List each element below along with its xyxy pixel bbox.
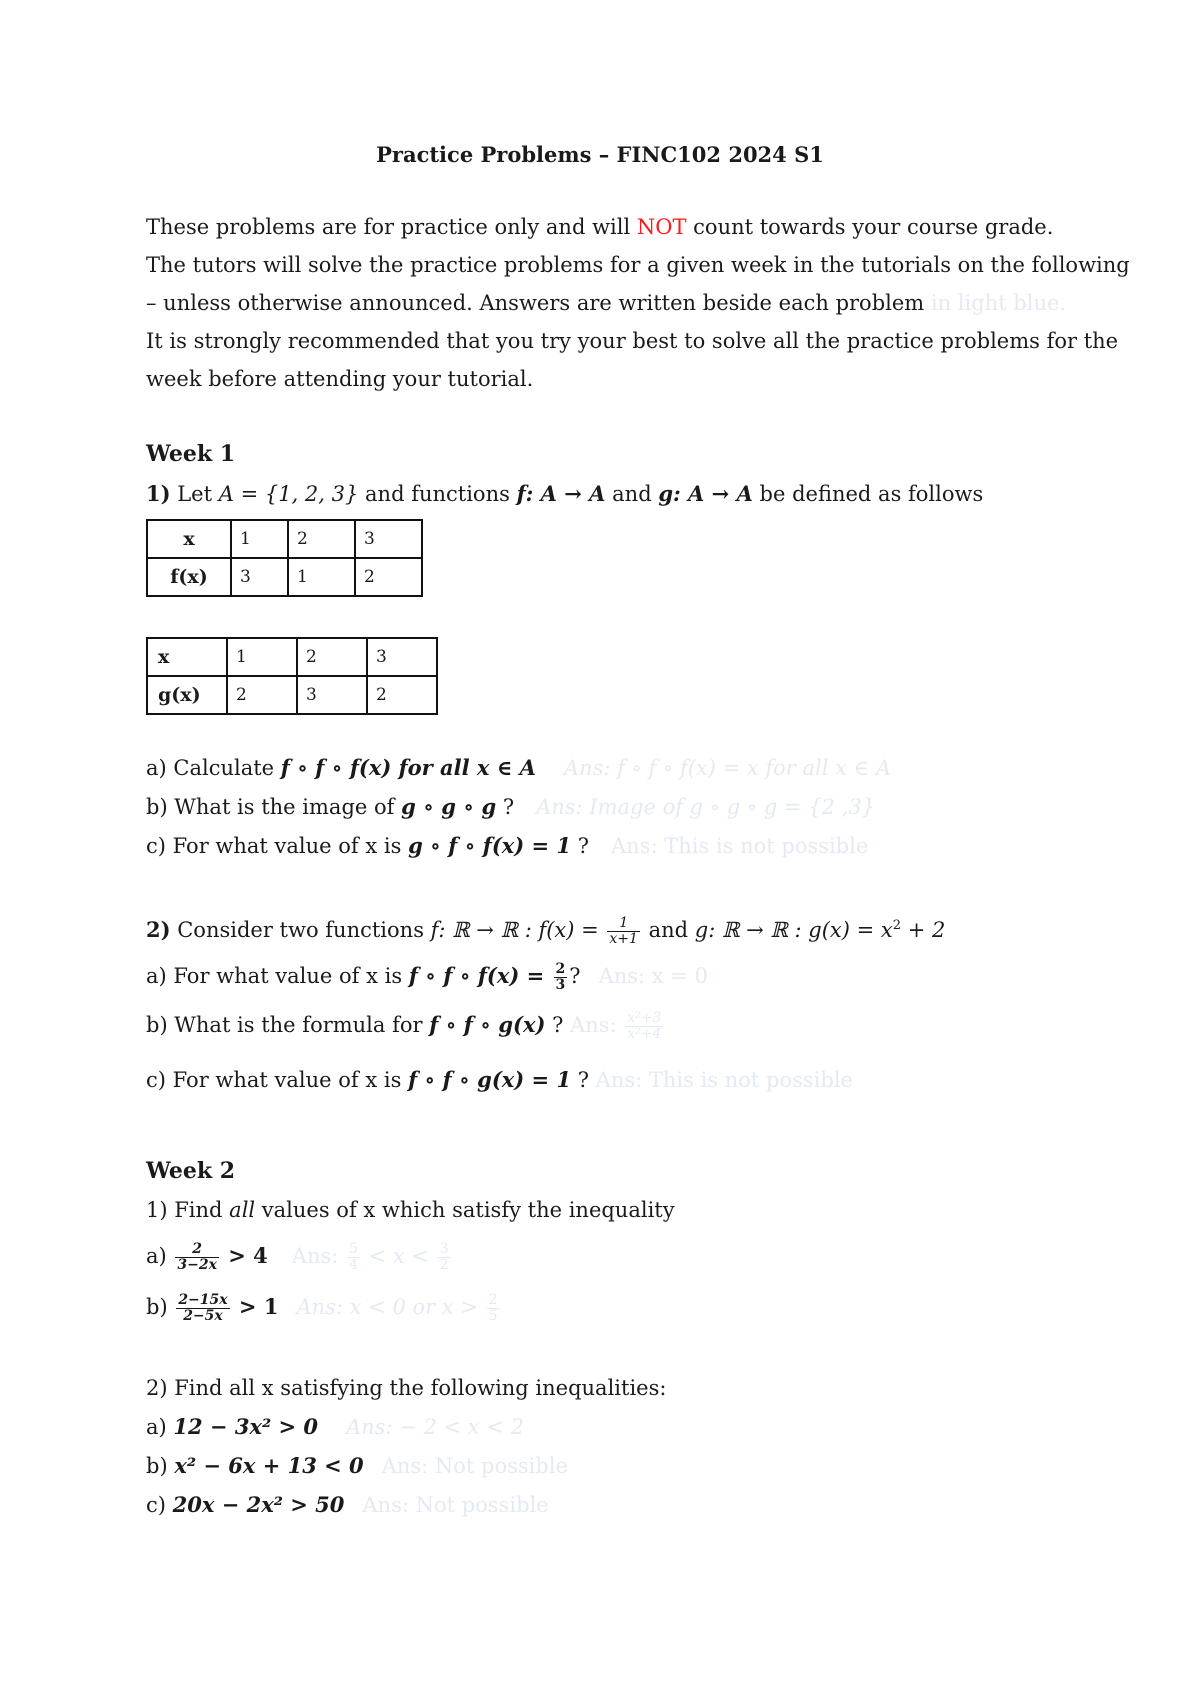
denominator: 3	[555, 977, 566, 993]
fraction	[554, 962, 568, 993]
table-cell: 3	[355, 520, 422, 558]
page-title: Practice Problems – FINC102 2024 S1	[376, 142, 824, 167]
w1-p2-part-c	[146, 1066, 853, 1094]
answer: Ans: x = 0	[598, 964, 708, 988]
problem-number: 1)	[146, 481, 171, 506]
week-2-heading: Week 2	[146, 1158, 236, 1184]
text: be defined as follows	[752, 482, 984, 506]
question-text: a) For what value of x is	[146, 964, 409, 988]
question-text: ?	[571, 1068, 596, 1092]
math-expr: g ∘ g ∘ g	[401, 794, 497, 819]
math-expr: f: ℝ → ℝ : f(x) =	[430, 918, 606, 942]
exponent: 2	[892, 918, 902, 933]
answer: Ans: Image of g ∘ g ∘ g = {2 ,3}	[536, 795, 876, 819]
w2-p2-part-b	[146, 1452, 568, 1480]
math-expr: A = {1, 2, 3}	[218, 482, 359, 506]
denominator: x+1	[609, 931, 638, 947]
answer: < x <	[361, 1244, 436, 1268]
w1-p1-part-a	[146, 754, 891, 782]
math-expr: f ∘ f ∘ f(x) =	[408, 963, 552, 988]
intro-line-1	[146, 213, 1053, 241]
text: and	[605, 482, 659, 506]
text: and functions	[358, 482, 517, 506]
intro-text: These problems are for practice only and will	[146, 215, 637, 239]
question-label: b)	[146, 1454, 175, 1478]
numerator: x²+3	[627, 1010, 662, 1026]
math-expr: + 2	[901, 918, 946, 942]
intro-line-3	[146, 289, 1066, 317]
text: Let	[170, 482, 219, 506]
question-label: b)	[146, 1295, 175, 1319]
question-text: ?	[571, 834, 589, 858]
function-g-table	[146, 637, 438, 715]
answer-fraction	[487, 1293, 500, 1324]
table-row	[147, 558, 422, 596]
w1-p2-part-a	[146, 962, 708, 993]
text: values of x which satisfy the inequality	[255, 1198, 675, 1222]
table-cell: 3	[231, 558, 288, 596]
denominator: 2−5x	[183, 1308, 223, 1324]
intro-line-2: The tutors will solve the practice problems for a given week in the tutorials on the following	[146, 253, 1130, 277]
table-header-x: x	[147, 638, 227, 676]
fraction	[176, 1293, 229, 1324]
w2-p2-part-c	[146, 1491, 549, 1519]
text: 1) Find	[146, 1198, 230, 1222]
table-cell: 2	[297, 638, 367, 676]
question-text: b) What is the image of	[146, 795, 402, 819]
numerator: 1	[607, 916, 640, 932]
table-cell: 1	[227, 638, 297, 676]
math-expr: g: A → A	[658, 481, 753, 506]
w1-p1-part-b	[146, 793, 875, 821]
math-expr: g ∘ f ∘ f(x) = 1	[408, 833, 572, 858]
numerator: 5	[349, 1241, 358, 1257]
table-cell: 2	[227, 676, 297, 714]
math-expr: 20x − 2x² > 50	[172, 1492, 345, 1517]
numerator: 3	[439, 1241, 449, 1257]
table-cell: 2	[367, 676, 437, 714]
table-header-x: x	[147, 520, 231, 558]
question-label: a)	[146, 1244, 174, 1268]
text-italic: all	[229, 1198, 256, 1222]
answer: Ans: Not possible	[362, 1493, 549, 1517]
answer-fraction	[438, 1242, 451, 1273]
w1-p1-part-c	[146, 832, 868, 860]
table-cell: 2	[288, 520, 355, 558]
math-expr: > 4	[220, 1243, 268, 1268]
question-label: a)	[146, 1415, 174, 1439]
question-text: c) For what value of x is	[146, 834, 409, 858]
question-text: a) Calculate	[146, 756, 281, 780]
table-cell: 1	[288, 558, 355, 596]
w2-problem-2-statement: 2) Find all x satisfying the following inequalities:	[146, 1376, 667, 1400]
question-text: c) For what value of x is	[146, 1068, 409, 1092]
denominator: 5	[488, 1308, 498, 1324]
fraction	[175, 1242, 219, 1273]
answer: Ans: This is not possible	[595, 1068, 853, 1092]
math-expr: f: A → A	[516, 481, 606, 506]
intro-line-4: It is strongly recommended that you try your best to solve all the practice problems for the	[146, 329, 1119, 353]
answer-color-note: in light blue.	[930, 291, 1067, 315]
intro-text: count towards your course grade.	[686, 215, 1054, 239]
w2-p2-part-a	[146, 1413, 524, 1441]
denominator: 2	[439, 1257, 449, 1273]
answer: Ans: − 2 < x < 2	[346, 1415, 524, 1439]
math-expr: g: ℝ → ℝ : g(x) = x	[694, 918, 893, 942]
answer: Ans:	[570, 1013, 624, 1037]
intro-line-5: week before attending your tutorial.	[146, 367, 534, 391]
w1-p2-part-b	[146, 1011, 665, 1042]
question-text: ?	[569, 964, 581, 988]
emphasis-not: NOT	[636, 215, 687, 239]
answer: Ans: x < 0 or x >	[296, 1295, 485, 1319]
table-header-fx: f(x)	[147, 558, 231, 596]
answer: Ans: This is not possible	[611, 834, 869, 858]
w1-problem-1-statement	[146, 480, 983, 508]
function-f-table	[146, 519, 423, 597]
math-expr: f ∘ f ∘ g(x)	[429, 1012, 546, 1037]
table-cell: 3	[367, 638, 437, 676]
denominator: 4	[349, 1257, 358, 1273]
table-cell: 1	[231, 520, 288, 558]
answer-fraction	[347, 1242, 360, 1273]
answer: Ans: Not possible	[381, 1454, 568, 1478]
table-row	[147, 676, 437, 714]
fraction	[607, 916, 640, 947]
table-row	[147, 638, 437, 676]
table-header-gx: g(x)	[147, 676, 227, 714]
math-expr: f ∘ f ∘ f(x) for all x ∈ A	[280, 755, 536, 780]
numerator: 2	[488, 1292, 498, 1308]
table-cell: 3	[297, 676, 367, 714]
question-text: ?	[496, 795, 515, 819]
question-text: ?	[545, 1013, 571, 1037]
text: Consider two functions	[170, 918, 431, 942]
answer: Ans:	[291, 1244, 346, 1268]
w2-p1-part-b	[146, 1293, 502, 1324]
math-expr: x² − 6x + 13 < 0	[174, 1453, 364, 1478]
numerator: 2	[175, 1242, 219, 1258]
table-row	[147, 520, 422, 558]
math-expr: 12 − 3x² > 0	[173, 1414, 318, 1439]
numerator: 2	[555, 961, 566, 977]
table-cell: 2	[355, 558, 422, 596]
intro-text: – unless otherwise announced. Answers are written beside each problem	[146, 291, 931, 315]
math-expr: f ∘ f ∘ g(x) = 1	[408, 1067, 572, 1092]
numerator: 2−15x	[178, 1292, 228, 1308]
denominator: x²+4	[627, 1026, 662, 1042]
question-text: b) What is the formula for	[146, 1013, 430, 1037]
w2-p1-part-a	[146, 1242, 453, 1273]
week-1-heading: Week 1	[146, 441, 236, 467]
math-expr: > 1	[231, 1294, 279, 1319]
answer: Ans: f ∘ f ∘ f(x) = x for all x ∈ A	[563, 756, 892, 780]
w2-problem-1-statement	[146, 1196, 675, 1224]
denominator: 3−2x	[177, 1257, 217, 1273]
answer-fraction	[625, 1011, 663, 1042]
text: and	[641, 918, 695, 942]
question-label: c)	[146, 1493, 173, 1517]
problem-number: 2)	[146, 917, 171, 942]
w1-problem-2-statement	[146, 912, 945, 947]
